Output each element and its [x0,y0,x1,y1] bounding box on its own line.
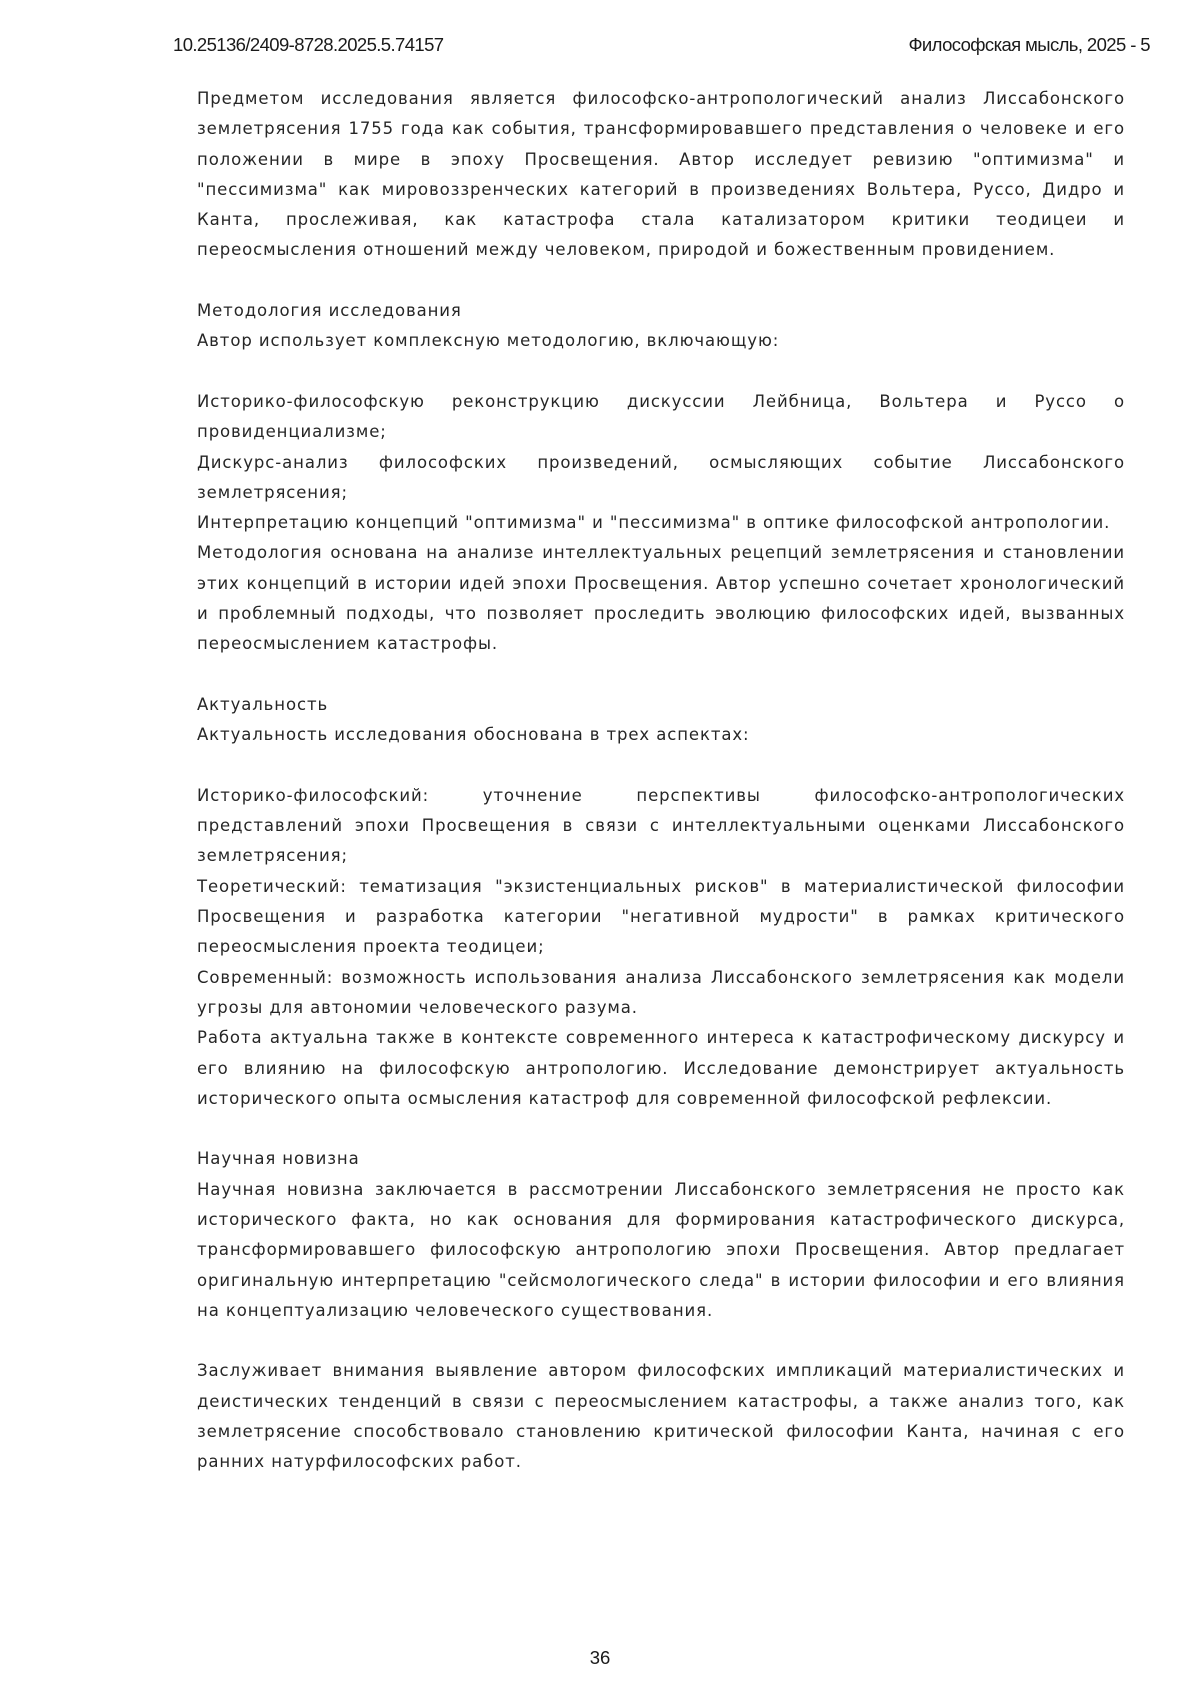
methodology-heading: Методология исследования [197,296,1125,326]
paragraph-spacer [197,357,1125,387]
closing-paragraph: Заслуживает внимания выявление автором философских импликаций материалистических и деистических тенденций в связи с переосмыслением катастрофы, а также анализ того, как землетрясение способствовало становлению критической философии Канта, начиная с его ранних натурфилософских работ. [197,1356,1125,1477]
paragraph-spacer [197,1114,1125,1144]
novelty-heading: Научная новизна [197,1144,1125,1174]
running-header [173,34,1150,64]
journal-title: Философская мысль, 2025 - 5 [908,34,1150,56]
methodology-intro: Автор использует комплексную методологию, включающую: [197,326,1125,356]
novelty-paragraph: Научная новизна заключается в рассмотрении Лиссабонского землетрясения не просто как исторического факта, но как основания для формирования катастрофического дискурса, трансформировавшего философскую антропологию эпохи Просвещения. Автор предлагает оригинальную интерпретацию "сейсмологического следа" в истории философии и его влияния на концептуализацию человеческого существования. [197,1175,1125,1326]
relevance-heading: Актуальность [197,690,1125,720]
relevance-item: Историко-философский: уточнение перспективы философско-антропологических представлений эпохи Просвещения в связи с интеллектуальными оценками Лиссабонского землетрясения; [197,781,1125,872]
subject-paragraph: Предметом исследования является философско-антропологический анализ Лиссабонского землетрясения 1755 года как события, трансформировавшего представления о человеке и его положении в мире в эпоху Просвещения. Автор исследует ревизию "оптимизма" и "пессимизма" как мировоззренческих категорий в произведениях Вольтера, Руссо, Дидро и Канта, прослеживая, как катастрофа стала катализатором критики теодицеи и переосмысления отношений между человеком, природой и божественным провидением. [197,84,1125,266]
relevance-item: Теоретический: тематизация "экзистенциальных рисков" в материалистической философии Просвещения и разработка категории "негативной мудрости" в рамках критического переосмысления проекта теодицеи; [197,872,1125,963]
doi-label: 10.25136/2409-8728.2025.5.74157 [173,34,443,56]
relevance-conclusion: Работа актуальна также в контексте современного интереса к катастрофическому дискурсу и его влиянию на философскую антропологию. Исследование демонстрирует актуальность исторического опыта осмысления катастроф для современной философской рефлексии. [197,1023,1125,1114]
relevance-item: Современный: возможность использования анализа Лиссабонского землетрясения как модели угрозы для автономии человеческого разума. [197,963,1125,1024]
methodology-item: Историко-философскую реконструкцию дискуссии Лейбница, Вольтера и Руссо о провиденциализме; [197,387,1125,448]
paragraph-spacer [197,660,1125,690]
paragraph-spacer [197,751,1125,781]
methodology-item: Дискурс-анализ философских произведений, осмысляющих событие Лиссабонского землетрясения; [197,448,1125,509]
relevance-intro: Актуальность исследования обоснована в трех аспектах: [197,720,1125,750]
page-number: 36 [0,1647,1200,1669]
review-body [197,84,1125,1478]
paragraph-spacer [197,1326,1125,1356]
paragraph-spacer [197,266,1125,296]
methodology-conclusion: Методология основана на анализе интеллектуальных рецепций землетрясения и становлении этих концепций в истории идей эпохи Просвещения. Автор успешно сочетает хронологический и проблемный подходы, что позволяет проследить эволюцию философских идей, вызванных переосмыслением катастрофы. [197,538,1125,659]
methodology-item: Интерпретацию концепций "оптимизма" и "пессимизма" в оптике философской антропологии. [197,508,1125,538]
